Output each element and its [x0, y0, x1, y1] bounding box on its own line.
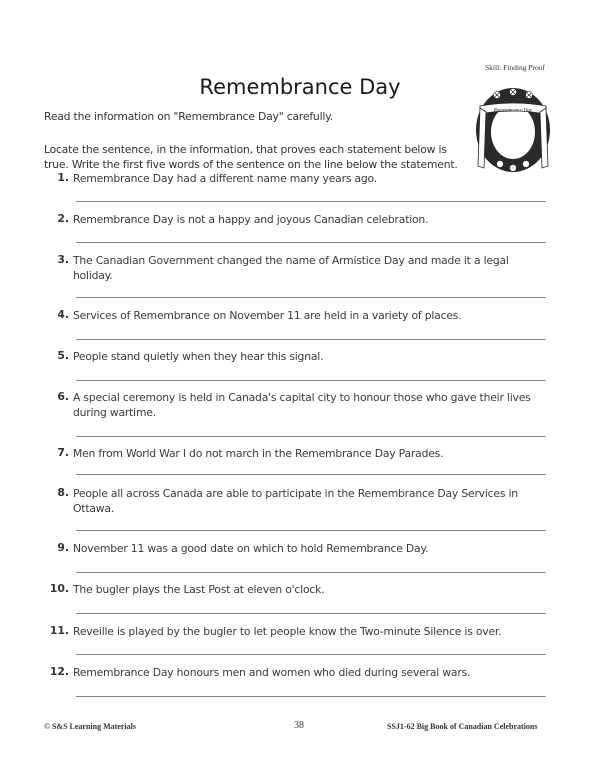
answer-line[interactable]	[76, 654, 546, 655]
question-text: The Canadian Government changed the name of Armistice Day and made it a legal holiday.	[73, 254, 509, 282]
answer-line[interactable]	[76, 201, 546, 202]
answer-line[interactable]	[76, 474, 546, 475]
question-number: 2.	[57, 212, 69, 225]
question-text: Remembrance Day is not a happy and joyous Canadian celebration.	[73, 213, 429, 226]
question-number: 11.	[49, 624, 69, 637]
question-number: 12.	[49, 665, 69, 678]
answer-line[interactable]	[76, 380, 546, 381]
question-text: Remembrance Day honours men and women who died during several wars.	[73, 666, 471, 679]
answer-line[interactable]	[76, 339, 546, 340]
answer-line[interactable]	[76, 696, 546, 697]
page-title: Remembrance Day	[199, 75, 401, 99]
answer-line[interactable]	[76, 530, 546, 531]
question-text: People all across Canada are able to participate in the Remembrance Day Services in Ottawa.	[73, 487, 518, 515]
answer-line[interactable]	[76, 297, 546, 298]
answer-line[interactable]	[76, 572, 546, 573]
instruction-locate: Locate the sentence, in the information, that proves each statement below is true. Write the first five words of the sentence on the line below the statement.	[44, 143, 458, 171]
question-number: 9.	[57, 541, 69, 554]
question-number: 10.	[49, 582, 69, 595]
question-number: 3.	[57, 253, 69, 266]
answer-line[interactable]	[76, 613, 546, 614]
question-number: 4.	[57, 308, 69, 321]
question-number: 7.	[57, 446, 69, 459]
question-text: Reveille is played by the bugler to let people know the Two-minute Silence is over.	[73, 625, 502, 638]
question-number: 8.	[57, 486, 69, 499]
question-number: 1.	[57, 171, 69, 184]
answer-line[interactable]	[76, 436, 546, 437]
instruction-read: Read the information on "Remembrance Day" carefully.	[44, 110, 334, 123]
question-text: A special ceremony is held in Canada's capital city to honour those who gave their lives during wartime.	[73, 391, 531, 419]
question-text: People stand quietly when they hear this signal.	[73, 350, 324, 363]
footer-book-title: SSJ1-62 Big Book of Canadian Celebrations	[387, 722, 538, 731]
question-text: The bugler plays the Last Post at eleven o'clock.	[73, 583, 325, 596]
question-number: 6.	[57, 390, 69, 403]
question-number: 5.	[57, 349, 69, 362]
question-text: Services of Remembrance on November 11 are held in a variety of places.	[73, 309, 462, 322]
skill-label: Skill: Finding Proof	[485, 63, 546, 72]
question-text: Remembrance Day had a different name many years ago.	[73, 172, 378, 185]
question-text: November 11 was a good date on which to hold Remembrance Day.	[73, 542, 429, 555]
question-text: Men from World War I do not march in the Remembrance Day Parades.	[73, 447, 444, 460]
footer-copyright: © S&S Learning Materials	[44, 722, 136, 731]
wreath-banner-text: Remembrance Day	[493, 108, 533, 114]
answer-line[interactable]	[76, 242, 546, 243]
page-number: 38	[294, 720, 304, 731]
wreath-icon	[470, 80, 556, 176]
